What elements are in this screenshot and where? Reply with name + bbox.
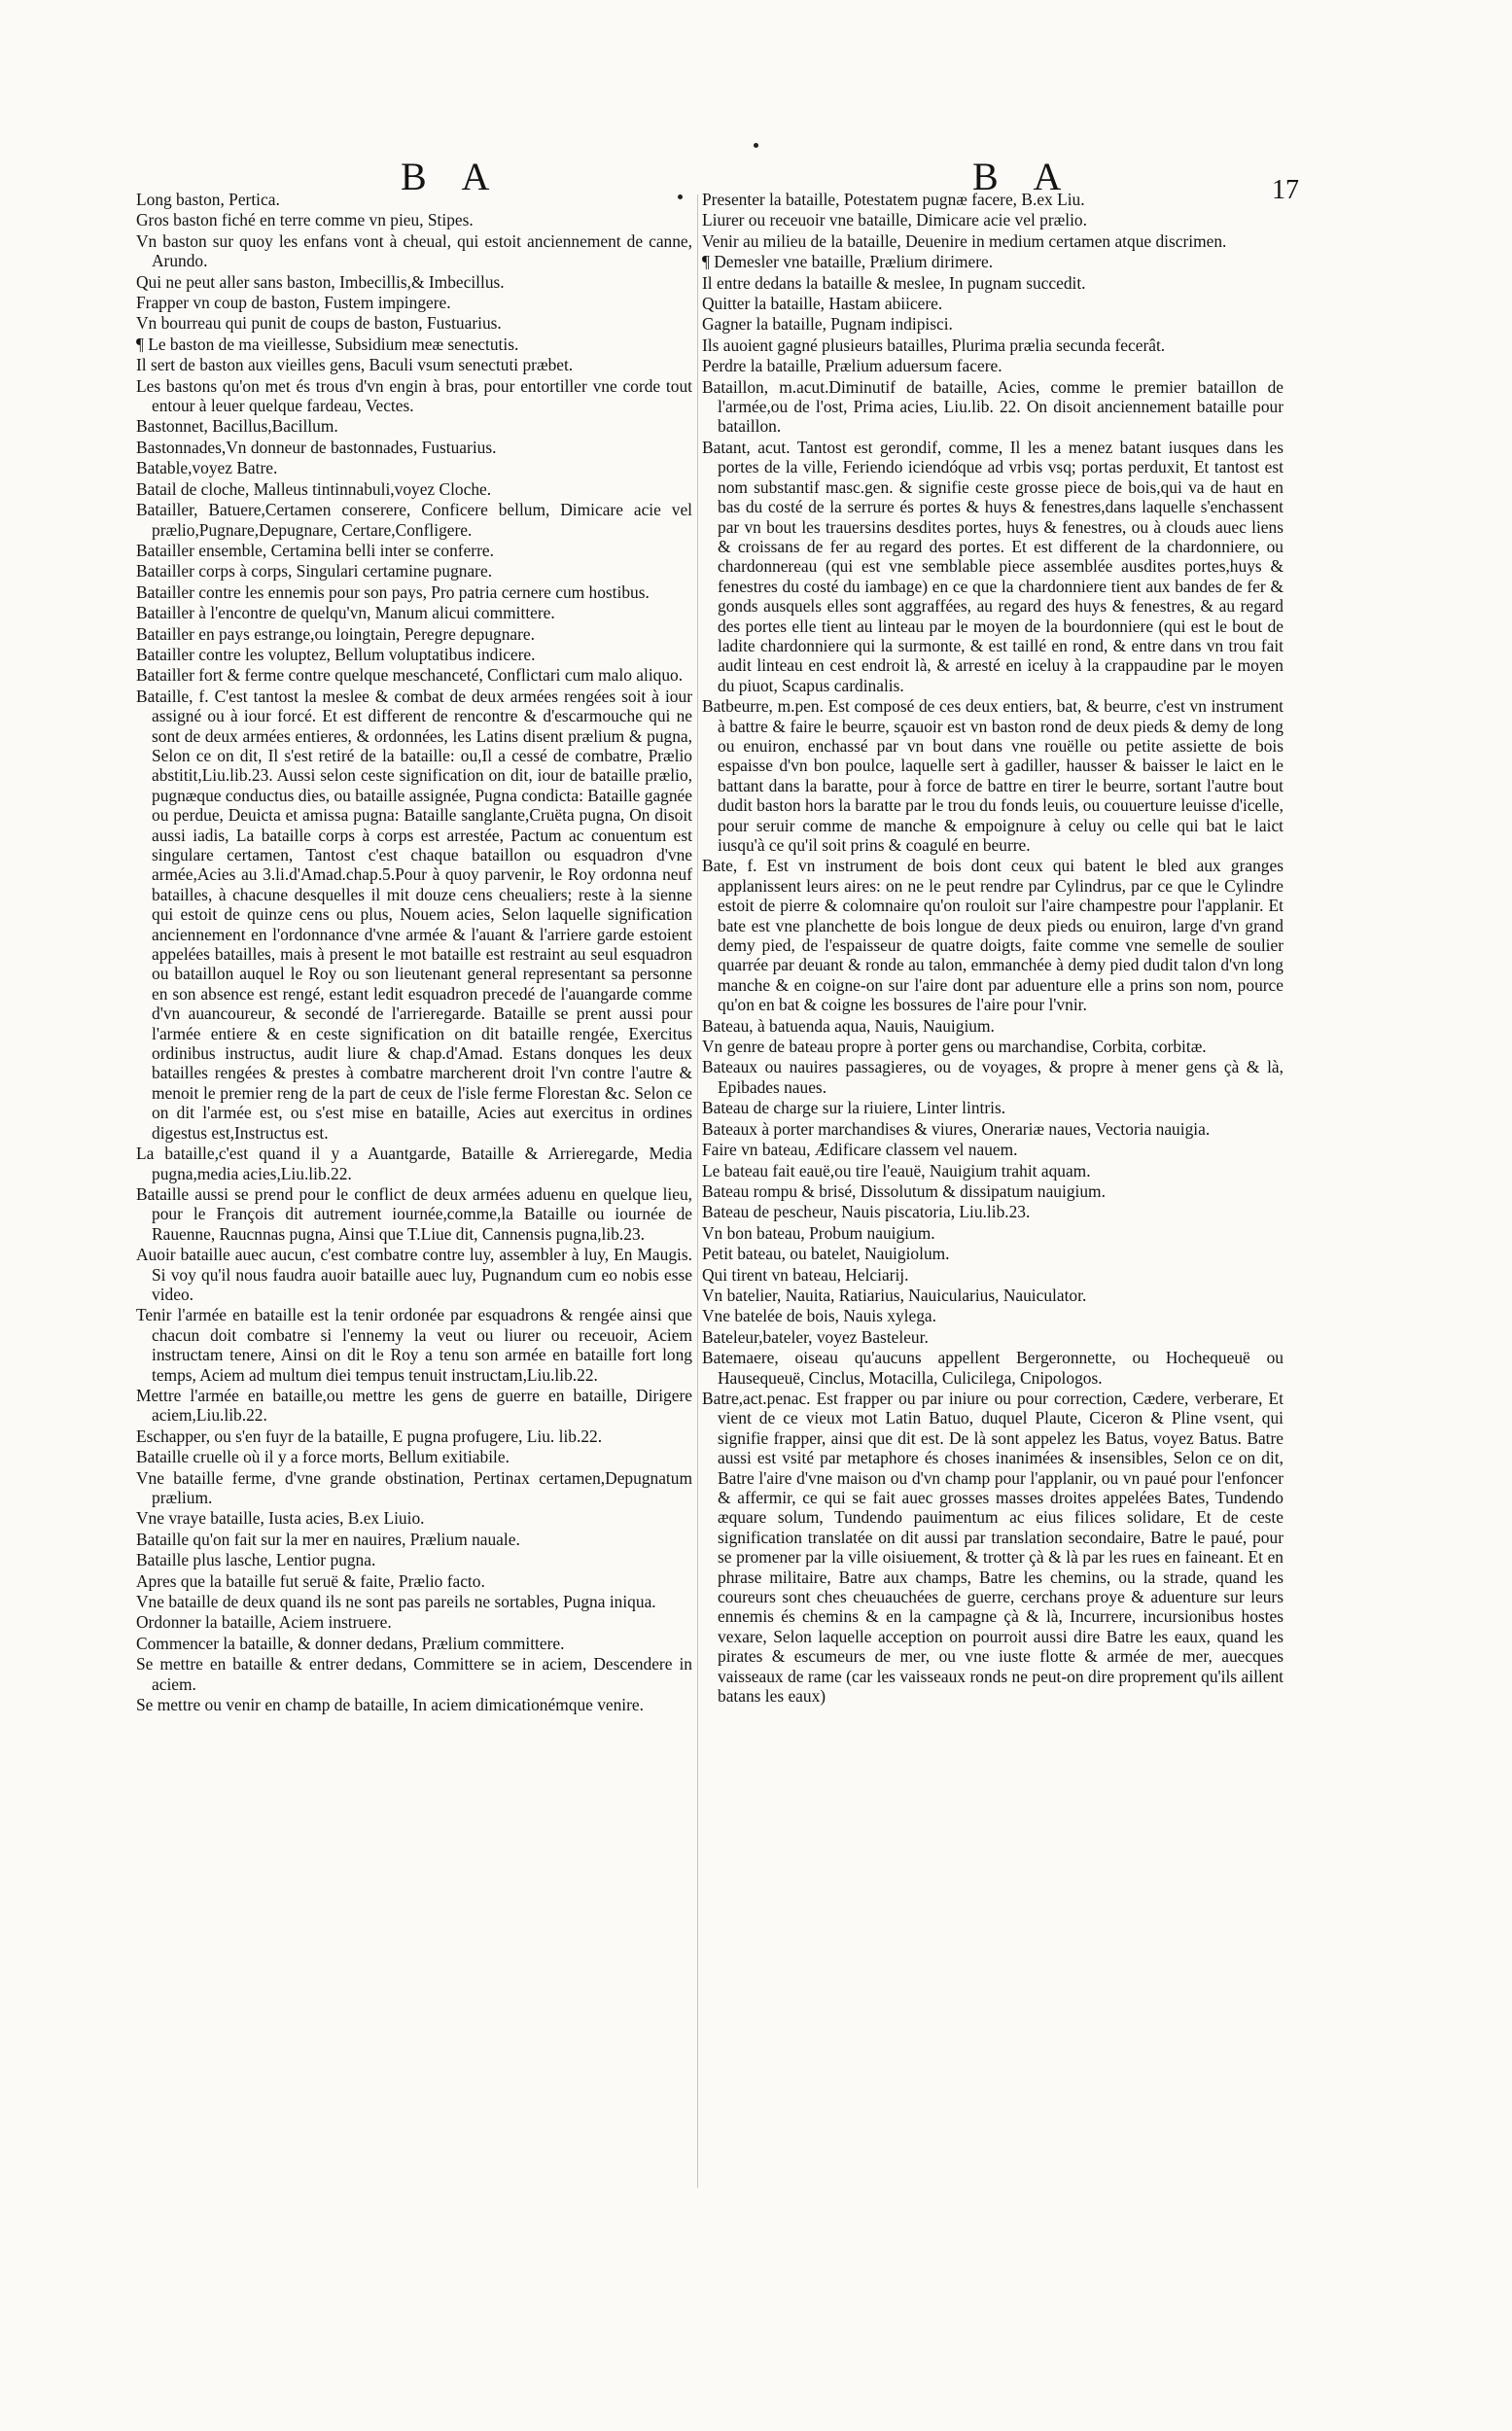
dictionary-entry: Bataille cruelle où il y a force morts, Bellum exitiabile. (136, 1447, 510, 1467)
dictionary-entry: Vne vraye bataille, Iusta acies, B.ex Liuio. (136, 1508, 425, 1529)
dictionary-entry: Vn bon bateau, Probum nauigium. (702, 1222, 935, 1243)
dictionary-entry: Bateleur,bateler, voyez Basteleur. (702, 1326, 929, 1347)
dictionary-entry: Bateaux ou nauires passagieres, ou de voyages, & propre à mener gens çà & là, Epibades naues. (702, 1057, 1283, 1097)
dictionary-entry: Se mettre en bataille & entrer dedans, Committere se in aciem, Descendere in aciem. (136, 1654, 692, 1694)
dictionary-entry: Ils auoient gagné plusieurs batailles, Plurima prælia secunda fecerât. (702, 335, 1166, 355)
column-divider (697, 194, 698, 2188)
dictionary-entry: Frapper vn coup de baston, Fustem impingere. (136, 293, 451, 313)
dictionary-entry: Bateaux à porter marchandises & viures, Onerariæ naues, Vectoria nauigia. (702, 1118, 1211, 1139)
page-number: 17 (1272, 175, 1299, 205)
dictionary-entry: Batailler corps à corps, Singulari certamine pugnare. (136, 561, 493, 581)
dictionary-entry: Apres que la bataille fut seruë & faite, Prælio facto. (136, 1570, 485, 1591)
dictionary-entry: Batailler à l'encontre de quelqu'vn, Manum alicui committere. (136, 603, 555, 623)
dictionary-entry: Auoir bataille auec aucun, c'est combatre contre luy, assembler à luy, En Maugis. Si voy qu'il nous faudra auoir bataille auec luy, Pugnandum cum eo nobis esse video. (136, 1245, 692, 1304)
dictionary-entry: Bataille, f. C'est tantost la meslee & combat de deux armées rengées soit à iour assigné ou à iour forcé. Et est different de rencontre & d'escarmouche qui ne sont de deux armées entieres, & ordonnées, les Latins disent prælium & pugna, Selon ce on dit, Il s'est retiré de la bataille: ou,Il a cessé de combatre, Prælio abstitit,Liu.lib.23. Aussi selon ceste signification on dit, iour de bataille prælio, pugnæque conductus dies, ou bataille assignée, Pugna condicta: Bataille gagnée ou perdue, Deuicta et amissa pugna: Bataille sanglante,Cruëta pugna, On disoit aussi iadis, La bataille corps à corps est arrestée, Pactum ac conuentum est singulare certamen, Tantost c'est chaque bataillon ou esquadron d'vne armée,Acies au 3.li.d'Amad.chap.5.Pour à quoy parvenir, le Roy ordonna neuf batailles, à chacune desquelles il mit douze cens cheualiers; reste à la sienne qui estoit de quinze cens ou plus, Nouem acies, Selon laquelle signification anciennement en l'ordonnance d'vne armée & l'auant & l'arriere garde estoient appelées batailles, mais à present le mot bataille est restraint au seul esquadron ou bataillon auquel le Roy ou son lieutenant general representant sa personne en son absence est rengé, estant ledit esquadron precedé de l'auangarde comme d'vn auancoureur, & secondé de l'arrieregarde. Bataille se prent aussi pour l'armée entiere & en ceste signification on dit bataille rengée, Exercitus ordinibus instructus, audit liure & chap.d'Amad. Estans donques les deux batailles rengées & prestes à combatre marcherent droit l'vn contre l'autre & menoit le premier reng de la part de ceux de l'isle ferme Florestan &c. Selon ce on dit l'armée est, ou s'est mise en bataille, Acies aut exercitus in ordines digestus est,Instructus est. (136, 686, 692, 1143)
dictionary-entry: Bate, f. Est vn instrument de bois dont ceux qui batent le bled aux granges applanissent leurs aires: on ne le peut rendre par Cylindrus, par ce que le Cylindre estoit de pierre & colomnaire qu'on rouloit sur l'aire champestre pour l'applanir. Et bate est vne planchette de bois longue de deux pieds ou enuiron, large d'vn grand demy pied, de l'espaisseur de quatre doigts, faite comme vne semelle de soulier quarrée par deuant & ronde au talon, emmanchée à demy pied dudit talon d'vn long manche & en coigne-on sur l'aire dont par aduenture elle a prins son nom, pource qu'on en bat & coigne les bossures de l'aire pour l'vnir. (702, 856, 1283, 1015)
dictionary-entry: Bateau, à batuenda aqua, Nauis, Nauigium. (702, 1015, 995, 1036)
dictionary-entry: Vn genre de bateau propre à porter gens ou marchandise, Corbita, corbitæ. (702, 1037, 1207, 1057)
left-column (136, 190, 692, 1715)
dictionary-entry: Liurer ou receuoir vne bataille, Dimicare acie vel prælio. (702, 210, 1087, 230)
dictionary-entry: Commencer la bataille, & donner dedans, Prælium committere. (136, 1633, 565, 1653)
ink-dot (754, 143, 758, 148)
dictionary-entry: Batant, acut. Tantost est gerondif, comme, Il les a menez batant iusques dans les portes de la ville, Feriendo iciendóque ad vrbis vsq; portas perduxit, Et tantost est nom substantif masc.gen. & signifie ceste grosse piece de bois,qui va de haut en bas du costé de la serrure és portes & huys & fenestres,dans laquelle s'enchassent par vn bout les trauersins desdites portes, huys & fenestres, ou à clouds auec liens & croissans de fer au regard des portes. Et est different de la chardonniere, ou chardonnereau (qui est vne semblable piece assemblée ausdites portes,huys & fenestres du costé du iambage) en ce que la chardonniere tient aux bandes de fer & gonds ausquels elles sont aggraffées, au regard des huys & fenestres, & au regard des portes elle tient au linteau par le moyen de la bourdonniere (qui est le bout de ladite chardonniere qui la surmonte, & est taillé en rond, & entre dans vn trou fait audit linteau en cest endroit là, & arresté en iceluy à la crappaudine par le moyen du piuot, Scapus cardinalis. (702, 437, 1283, 695)
dictionary-entry: Quitter la bataille, Hastam abiicere. (702, 294, 943, 314)
dictionary-entry: Gagner la bataille, Pugnam indipisci. (702, 314, 953, 335)
dictionary-entry: ¶ Demesler vne bataille, Prælium dirimere. (702, 252, 994, 272)
dictionary-entry: Batailler en pays estrange,ou loingtain, Peregre depugnare. (136, 623, 535, 644)
dictionary-entry: Le bateau fait eauë,ou tire l'eauë, Nauigium trahit aquam. (702, 1160, 1091, 1180)
dictionary-entry: Batailler, Batuere,Certamen conserere, Conficere bellum, Dimicare acie vel prælio,Pugnare,Depugnare, Certare,Confligere. (136, 500, 692, 540)
dictionary-entry: Batailler ensemble, Certamina belli inter se conferre. (136, 540, 494, 560)
dictionary-entry: Batailler contre les ennemis pour son pays, Pro patria cernere cum hostibus. (136, 581, 650, 602)
dictionary-entry: Les bastons qu'on met és trous d'vn engin à bras, pour entortiller vne corde tout entour à leuer quelque fardeau, Vectes. (136, 375, 692, 416)
dictionary-entry: ¶ Le baston de ma vieillesse, Subsidium meæ senectutis. (136, 334, 519, 354)
dictionary-entry: Bataille plus lasche, Lentior pugna. (136, 1550, 376, 1570)
left-running-head: B A (401, 155, 504, 198)
dictionary-entry: Se mettre ou venir en champ de bataille, In aciem dimicationémque venire. (136, 1695, 644, 1715)
dictionary-entry: Petit bateau, ou batelet, Nauigiolum. (702, 1244, 950, 1264)
dictionary-entry: Gros baston fiché en terre comme vn pieu, Stipes. (136, 210, 474, 230)
dictionary-entry: Bastonnet, Bacillus,Bacillum. (136, 416, 338, 437)
dictionary-entry: Il entre dedans la bataille & meslee, In pugnam succedit. (702, 272, 1086, 293)
dictionary-entry: Long baston, Pertica. (136, 190, 280, 209)
dictionary-entry: Batbeurre, m.pen. Est composé de ces deux entiers, bat, & beurre, c'est vn instrument à battre & faire le beurre, sçauoir est vn baston rond de deux pieds & demy de long ou enuiron, enchassé par vn bout dans vne rouëlle ou petite assiette de bois espaisse d'vn bon poulce, laquelle sert à gadiller, hausser & baisser le laict en le battant dans la baratte, pour à force de battre en tirer le beurre, sortant l'autre bout dudit baston hors la baratte par le trou du fonds leuis, ou couuerture leuisse d'icelle, pour seruir comme de manche & empoignure à celuy ou celle qui bat le laict iusqu'à ce qu'il soit prins & coagulé en beurre. (702, 696, 1283, 855)
dictionary-entry: Vn baston sur quoy les enfans vont à cheual, qui estoit anciennement de canne, Arundo. (136, 230, 692, 271)
dictionary-entry: Vn batelier, Nauita, Ratiarius, Nauicularius, Nauiculator. (702, 1285, 1087, 1305)
dictionary-entry: Faire vn bateau, Ædificare classem vel nauem. (702, 1140, 1018, 1160)
dictionary-entry: Bastonnades,Vn donneur de bastonnades, Fustuarius. (136, 437, 497, 457)
dictionary-entry: Batable,voyez Batre. (136, 458, 278, 478)
dictionary-entry: Bataille qu'on fait sur la mer en nauires, Prælium nauale. (136, 1529, 520, 1549)
dictionary-entry: Vn bourreau qui punit de coups de baston, Fustuarius. (136, 313, 502, 334)
right-column (702, 190, 1283, 1707)
dictionary-entry: Vne bataille de deux quand ils ne sont pas pareils ne sortables, Pugna iniqua. (136, 1592, 656, 1612)
dictionary-entry: Il sert de baston aux vieilles gens, Baculi vsum senectuti præbet. (136, 355, 574, 375)
dictionary-entry: Venir au milieu de la bataille, Deuenire in medium certamen atque discrimen. (702, 230, 1227, 251)
dictionary-entry: Tenir l'armée en bataille est la tenir ordonée par esquadrons & rengée ainsi que chacun doit combatre si l'ennemy la veut ou liurer ou receuoir, Aciem instructam tenere, Ainsi on dit le Roy a tenu son armée en bataille fort long temps, Aciem ad multum diei tempus tenuit instructam,Liu.lib.22. (136, 1305, 692, 1385)
dictionary-entry: Batemaere, oiseau qu'aucuns appellent Bergeronnette, ou Hochequeuë ou Hausequeuë, Cinclus, Motacilla, Culicilega, Cnipologos. (702, 1348, 1283, 1388)
dictionary-entry: Vne batelée de bois, Nauis xylega. (702, 1306, 936, 1326)
dictionary-entry: Batre,act.penac. Est frapper ou par iniure ou pour correction, Cædere, verberare, Et vient de ce vieux mot Latin Batuo, duquel Plaute, Ciceron & Pline vsent, qui signifie frapper, ainsi que dit est. De là sont appelez les Batus, voyez Batus. Batre aussi est vsité par metaphore és choses inanimées & insensibles, Selon ce on dit, Batre l'aire d'vne maison ou d'vn champ pour l'applanir, ou vn paué pour l'enfoncer & affermir, ce qui se fait auec grosses masses droites appelées Bates, Tundendo æquare solum, Tundendo pauimentum ac eius filices solidare, Et de ceste signification translatée on dit aussi par translation secondaire, Batre le paué, pour se promener par la ville oisiuement, & trotter çà & là par les rues en faineant. Et en phrase militaire, Batre aux champs, Batre les chemins, ou la strade, quand les coureurs sont ches cheuauchées de guerre, cerchans proye & aduenture sur leurs ennemis és chemins & en la campagne çà & là, Incurrere, incursionibus hostes vexare, Selon laquelle acception on pourroit aussi dire Batre les eaux, quand les pirates & escumeurs de mer, ou vne iuste flotte & armée de mer, auecques vaisseaux de rame (car les vaisseaux ronds ne peut-on dire proprement qu'ils aillent batans les eaux) (702, 1388, 1283, 1707)
dictionary-entry: Bateau rompu & brisé, Dissolutum & dissipatum nauigium. (702, 1180, 1106, 1201)
dictionary-entry: Bataille aussi se prend pour le conflict de deux armées aduenu en quelque lieu, pour le François dit autrement iournée,comme,la Bataille ou iournée de Rauenne, Raucnnas pugna, Ainsi que T.Liue dit, Cannensis pugna,lib.23. (136, 1183, 692, 1244)
dictionary-entry: Bateau de charge sur la riuiere, Linter lintris. (702, 1098, 1006, 1118)
dictionary-entry: La bataille,c'est quand il y a Auantgarde, Bataille & Arrieregarde, Media pugna,media acies,Liu.lib.22. (136, 1144, 692, 1183)
dictionary-entry: Bataillon, m.acut.Diminutif de bataille, Acies, comme le premier bataillon de l'armée,ou de l'ost, Prima acies, Liu.lib. 22. On disoit anciennement bataille pour bataillon. (702, 376, 1283, 437)
dictionary-entry: Batail de cloche, Malleus tintinnabuli,voyez Cloche. (136, 478, 492, 499)
dictionary-entry: Ordonner la bataille, Aciem instruere. (136, 1612, 392, 1633)
dictionary-entry: Bateau de pescheur, Nauis piscatoria, Liu.lib.23. (702, 1202, 1031, 1222)
dictionary-entry: Qui ne peut aller sans baston, Imbecillis,& Imbecillus. (136, 271, 505, 292)
dictionary-entry: Mettre l'armée en bataille,ou mettre les gens de guerre en bataille, Dirigere aciem,Liu.lib.22. (136, 1385, 692, 1426)
dictionary-entry: Perdre la bataille, Prælium aduersum facere. (702, 356, 1002, 376)
dictionary-entry: Batailler contre les voluptez, Bellum voluptatibus indicere. (136, 644, 536, 664)
dictionary-entry: Eschapper, ou s'en fuyr de la bataille, E pugna profugere, Liu. lib.22. (136, 1426, 603, 1446)
dictionary-entry: Presenter la bataille, Potestatem pugnæ facere, B.ex Liu. (702, 190, 1085, 209)
right-running-head: B A (972, 155, 1075, 198)
dictionary-entry: Batailler fort & ferme contre quelque meschanceté, Conflictari cum malo aliquo. (136, 665, 684, 686)
dictionary-entry: Vne bataille ferme, d'vne grande obstination, Pertinax certamen,Depugnatum prælium. (136, 1467, 692, 1507)
dictionary-entry: Qui tirent vn bateau, Helciarij. (702, 1264, 909, 1285)
